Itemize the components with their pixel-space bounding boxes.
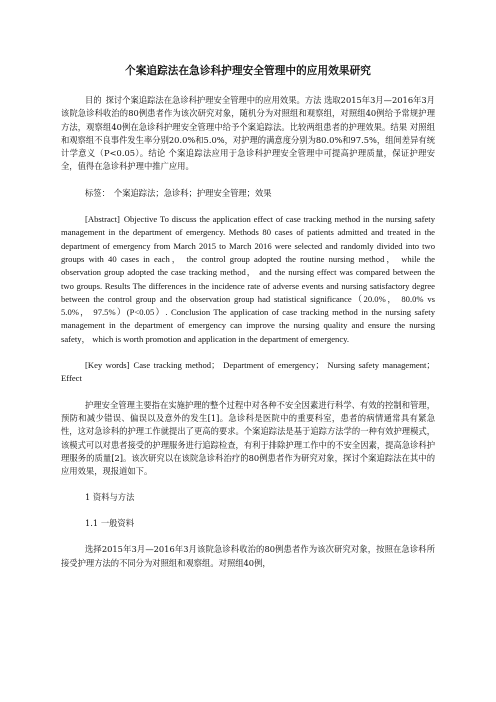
chinese-abstract (61, 94, 435, 174)
abstract-objective-label: 目的 (85, 95, 102, 105)
keywords-text: 个案追踪法；急诊科；护理安全管理；效果 (113, 187, 272, 198)
english-abstract (61, 213, 435, 346)
subsection-heading-general-data: 1.1 一般资料 (85, 518, 135, 529)
chinese-abstract-text: 探讨个案追踪法在急诊科护理安全管理中的应用效果。方法 选取2015年3月—2016年3月该院急诊科收治的80例患者作为该次研究对象，随机分为对照组和观察组，对照组40例给予常规护理方法，观察组40例在急诊科护理安全管理中给予个案追踪法。比较两组患者的护理效果。结果 对照组和观察组不良事件发生率分别20.0%和5.0%，对护理的满意度分别为80.0%和97.5%，组间差异有统计学意义（P<0.05）。结论 个案追踪法应用于急诊科护理安全管理中可提高护理质量，保证护理安全，值得在急诊科护理中推广应用。 (61, 95, 435, 172)
keywords-label: 标签： (85, 187, 110, 198)
english-abstract-text: Objective To discuss the application effect of case tracking method in the nursing safety management in the department of emergency. Methods 80 cases of patients admitted and treated in the department of emergency from March 2015 to March 2016 were selected and randomly divided into two groups with 40 cases in each， the control group adopted the routine nursing method， while the observation group adopted the case tracking method， and the nursing effect was compared between the two groups. Results The differences in the incidence rate of adverse events and nursing satisfactory degree between the control group and the observation group had statistical significance（20.0%， 80.0% vs 5.0%， 97.5%）(P<0.05）. Conclusion The application of case tracking method in the nursing safety management in the department of emergency can improve the nursing quality and ensure the nursing safety， which is worth promotion and application in the department of emergency. (61, 214, 435, 344)
english-abstract-label: [Abstract] (85, 214, 120, 225)
general-data-paragraph: 选择2015年3月—2016年3月该院急诊科收治的80例患者作为该次研究对象，按照在急诊科所接受护理方法的不同分为对照组和观察组。对照组40例， (61, 544, 435, 568)
section-heading-materials-methods: 1 资料与方法 (85, 492, 135, 503)
english-keywords-label: [Key words] (85, 360, 130, 371)
introduction-paragraph: 护理安全管理主要指在实施护理的整个过程中对各种不安全因素进行科学、有效的控制和管理，预防和减少错误、偏误以及意外的发生[1]。急诊科是医院中的重要科室，患者的病情通常具有紧急性，这对急诊科的护理工作就提出了更高的要求。个案追踪法是基于追踪方法学的一种有效护理模式，该模式可以对患者接受的护理服务进行追踪检查，有利于排除护理工作中的不安全因素，提高急诊科护理服务的质量[2]。该次研究以在该院急诊科治疗的80例患者作为研究对象，探讨个案追踪法在其中的应用效果，现报道如下。 (61, 399, 435, 477)
paper-title: 个案追踪法在急诊科护理安全管理中的应用效果研究 (125, 65, 371, 77)
chinese-keywords (61, 187, 435, 200)
english-keywords (61, 359, 435, 386)
english-keywords-text: Case tracking method； Department of emergency； Nursing safety management； Effect (61, 360, 435, 384)
paper-page (61, 64, 435, 583)
